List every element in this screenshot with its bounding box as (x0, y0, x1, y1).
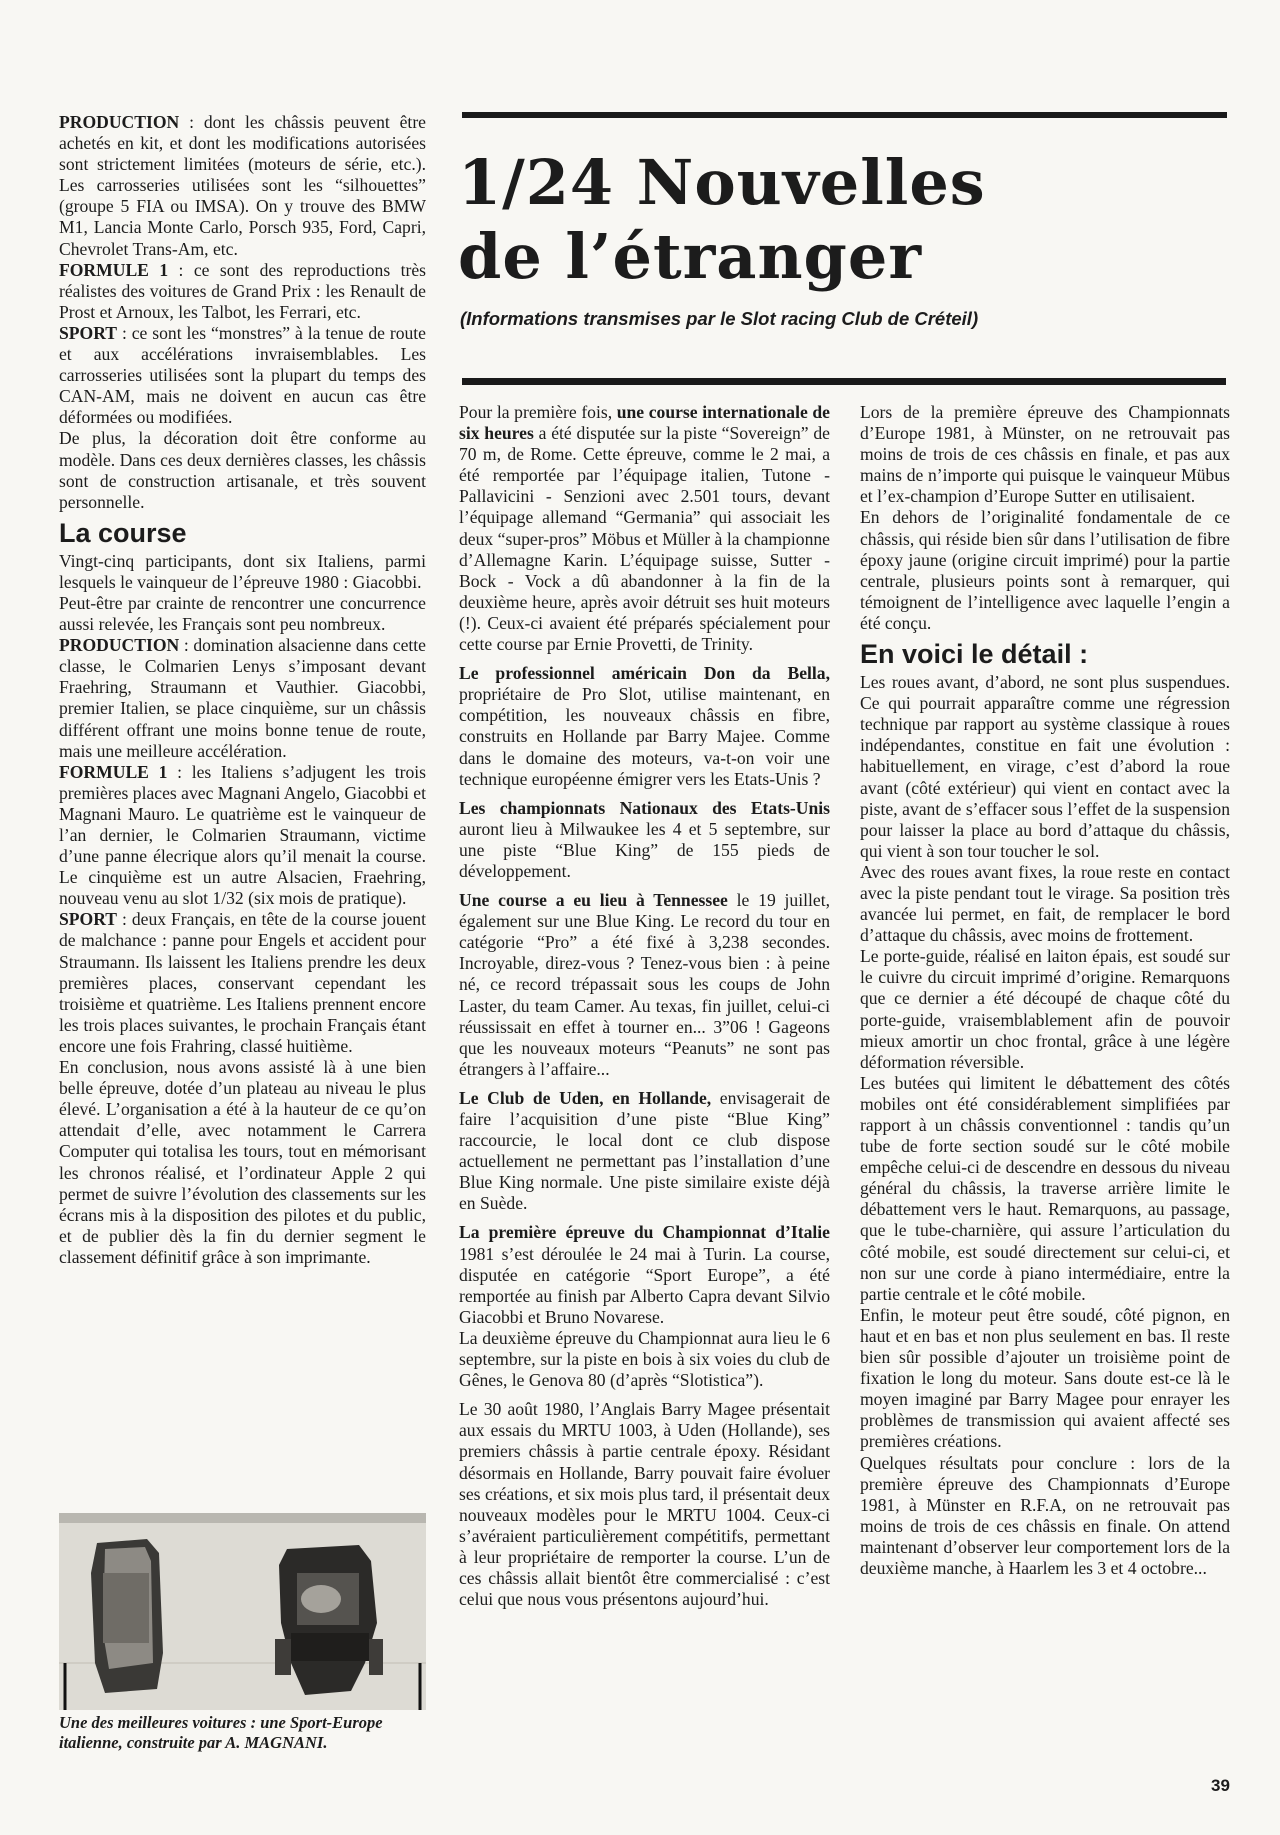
text: auront lieu à Milwaukee les 4 et 5 septembre, sur une piste “Blue King” de 155 pieds de développement. (459, 818, 830, 881)
lead-formule1: FORMULE 1 (59, 259, 169, 280)
lead-championnat-italie: La première épreuve du Championnat d’Italie (459, 1222, 830, 1243)
lead-championnats-usa: Les championnats Nationaux des Etats-Unis (459, 797, 830, 818)
text: le 19 juillet, également sur une Blue King. Le record du tour en catégorie “Pro” a été fixé à 3,238 secondes. Incroyable, direz-vous ? Tenez-vous bien : à peine né, ce record trépassait sous les coups de John Laster, du team Camer. Au texas, fin juillet, celui-ci réussissait en effet à tourner en... 3”06 ! Gageons que les nouveaux moteurs “Peanuts” ne sont pas étrangers à l’affaire... (459, 890, 830, 1079)
lead-formule1: FORMULE 1 (59, 761, 168, 782)
section-heading-detail: En voici le détail : (860, 639, 1089, 670)
title-line-1: 1/24 Nouvelles (458, 146, 986, 219)
paragraph-six-heures (459, 402, 830, 655)
paragraph-munster: Lors de la première épreuve des Championnats d’Europe 1981, à Münster, on ne retrouvait pas moins de trois de ces châssis en finale, et pas aux mains de n’importe qui puisque le vainqueur Mübus et l’ex-champion d’Europe Sutter en utilisaient. (860, 402, 1230, 507)
car-photo (59, 1513, 426, 1710)
lead-club-uden: Le Club de Uden, en Hollande, (459, 1087, 712, 1108)
lead-production: PRODUCTION (59, 112, 180, 132)
lead-sport: SPORT (59, 322, 118, 343)
paragraph-francais: Peut-être par crainte de rencontrer une concurrence aussi relevée, les Français sont peu nombreux. (59, 592, 426, 635)
header-bottom-rule (462, 378, 1226, 385)
paragraph-club-uden (459, 1088, 830, 1215)
title-line-2: de l’étranger (458, 220, 922, 293)
paragraph-championnat-italie (459, 1222, 830, 1327)
text: : ce sont les “monstres” à la tenue de route et aux accélérations invraisemblables. Les carrosseries utilisées sont la plupart du temps des CAN-AM, mais ne doivent en aucun cas être déformées ou modifiées. (59, 322, 426, 428)
paragraph-production-definition (59, 112, 426, 260)
paragraph-porte-guide: Le porte-guide, réalisé en laiton épais, est soudé sur le cuivre du circuit imprimé d’origine. Remarquons que ce dernier a été découpé de chaque côté du porte-guide, vraisemblablement afin de pouvoir mieux amortir un choc frontal, grâce à une légère déformation réversible. (860, 946, 1230, 1072)
paragraph-conclusion: En conclusion, nous avons assisté là à une bien belle épreuve, dotée d’un plateau au niveau le plus élevé. L’organisation a été à la hauteur de ce qu’on attendait d’elle, avec notamment le Carrera Computer qui totalisa les tours, tout en mémorisant les chronos réalisé, et l’ordinateur Apple 2 qui permet de suivre l’évolution des classements sur les écrans mis à la disposition des pilotes et du public, et de publier dès la fin du dernier segment le classement définitif grâce à son imprimante. (59, 1057, 426, 1267)
text: 1981 s’est déroulée le 24 mai à Turin. La course, disputée en catégorie “Sport Europe”, a été remportée au finish par Alberto Capra devant Silvio Giacobbi et Bruno Novarese. (459, 1243, 830, 1327)
article-header (458, 112, 1230, 330)
text: propriétaire de Pro Slot, utilise maintenant, en compétition, les nouveaux châssis en fibre, construits en Hollande par Barry Majee. Comme dans le domaine des moteurs, va-t-on voir une technique européenne émigrer vers les Etats-Unis ? (459, 684, 830, 789)
text: : ce sont des reproductions très réalistes des voitures de Grand Prix : les Renault de Prost et Arnoux, les Talbot, les Ferrari, etc. (59, 259, 426, 322)
lead-don-da-bella: Le professionnel américain Don da Bella, (459, 663, 830, 684)
left-column (59, 112, 426, 1268)
lead-sport: SPORT (59, 909, 118, 930)
paragraph-sport-definition (59, 323, 426, 428)
chassis-photo-illustration (59, 1513, 426, 1710)
photo-caption: Une des meilleures voitures : une Sport-Europe italienne, construite par A. MAGNANI. (59, 1713, 383, 1752)
paragraph-participants: Vingt-cinq participants, dont six Italiens, parmi lesquels le vainqueur de l’épreuve 1980 : Giacobbi. (59, 550, 426, 592)
section-heading-la-course: La course (59, 517, 187, 548)
text: : domination alsacienne dans cette classe, le Colmarien Lenys s’imposant devant Fraehring, Straumann et Vauthier. Giacobbi, premier Italien, se place cinquième, sur un châssis différent offrant une moins bonne tenue de route, mais une meilleure accélération. (59, 635, 426, 761)
lead-production: PRODUCTION (59, 635, 180, 656)
paragraph-don-da-bella (459, 663, 830, 790)
paragraph-sport-result (59, 909, 426, 1057)
paragraph-barry-magee: Le 30 août 1980, l’Anglais Barry Magee présentait aux essais du MRTU 1003, à Uden (Hollande), ses premiers châssis à partie centrale époxy. Résidant désormais en Hollande, Barry pouvait faire évoluer ses créations, et six mois plus tard, il présentait deux nouveaux modèles pour le MRTU 1004. Ceux-ci s’avéraient particulièrement compétitifs, permettant à leur propriétaire de remporter la course. L’un de ces châssis allait bientôt être commercialisé : c’est celui que nous vous présentons aujourd’hui. (459, 1399, 830, 1610)
car-body-icon (91, 1539, 163, 1693)
lead-tennessee: Une course a eu lieu à Tennessee (459, 890, 728, 911)
article-title (458, 146, 1230, 294)
paragraph-roues-fixes: Avec des roues avant fixes, la roue reste en contact avec la piste pendant tout le virage. Sa position très avancée lui permet, en fait, de remplacer le bord d’attaque du châssis, avec moins de frottement. (860, 861, 1230, 946)
lead-six-heures: une course internationale de six heures (459, 402, 830, 444)
paragraph-moteur: Enfin, le moteur peut être soudé, côté pignon, en haut et en bas et non plus seulement en bas. Il reste bien sûr possible d’ajouter un troisième point de fixation le long du moteur. Sans doute est-ce là le moyen imaginé par Barry Magee pour enrayer les problèmes de transmission qui avaient affecté ses premières créations. (860, 1304, 1230, 1452)
paragraph-butees: Les butées qui limitent le débattement des côtés mobiles ont été considérablement simplifiées par rapport à un châssis conventionnel : tandis qu’un tube de forte section soudé sur le côté mobile empêche celui-ci de descendre en dessous du niveau général du châssis, la traverse arrière limite le débattement vers le haut. Remarquons, au passage, que le tube-charnière, qui assure l’articulation du côté mobile, est soudé directement sur celui-ci, et non sur une corde à piano intermédiaire, entre la partie centrale et le côté mobile. (860, 1072, 1230, 1304)
text: : dont les châssis peuvent être achetés en kit, et dont les modifications autorisées sont strictement limitées (moteurs de série, etc.). Les carrosseries utilisées sont les “silhouettes” (groupe 5 FIA ou IMSA). On y trouve des BMW M1, Lancia Monte Carlo, Porsch 935, Ford, Capri, Chevrolet Trans-Am, etc. (59, 112, 426, 259)
paragraph-deuxieme-epreuve: La deuxième épreuve du Championnat aura lieu le 6 septembre, sur la piste en bois à six voies du club de Gênes, le Genova 80 (d’après “Slotistica”). (459, 1327, 830, 1391)
article-subtitle: (Informations transmises par le Slot racing Club de Créteil) (460, 308, 979, 329)
middle-column (459, 402, 830, 1610)
header-top-rule (462, 112, 1227, 118)
text: : deux Français, en tête de la course jouent de malchance : panne pour Engels et accident pour Straumann. Ils laissent les Italiens prendre les deux premières places, conservant cependant les troisième et quatrième. Les Italiens prennent encore les trois places suivantes, le prochain Français étant encore une fois Frahring, classé huitième. (59, 909, 426, 1056)
paragraph-resultats: Quelques résultats pour conclure : lors de la première épreuve des Championnats d’Europe 1981, à Münster en R.F.A, on ne retrouvait pas moins de trois de ces châssis en finale. On attend maintenant d’observer leur comportement lors de la deuxième manche, à Haarlem les 3 et 4 octobre... (860, 1452, 1230, 1578)
paragraph-originalite: En dehors de l’originalité fondamentale de ce châssis, qui réside bien sûr dans l’utilisation de fibre époxy jaune (origine circuit imprimé) pour la partie centrale, plusieurs points sont à remarquer, qui témoignent de l’intelligence avec laquelle l’engin a été conçu. (860, 507, 1230, 633)
paragraph-tennessee (459, 890, 830, 1080)
paragraph-championnats-usa (459, 798, 830, 882)
text: a été disputée sur la piste “Sovereign” de 70 m, de Rome. Cette épreuve, comme le 2 mai, a été remportée par l’équipage italien, Tutone - Pallavicini - Senzioni avec 2.501 tours, devant l’équipage allemand “Germania” qui associait les deux “super-pros” Möbus et Müller à la championne d’Allemagne Karin. L’équipage suisse, Sutter - Bock - Vock a dû abandonner à la fin de la deuxième heure, après avoir détruit ses huit moteurs (!). Ceux-ci avaient été préparés spécialement pour cette course par Ernie Provetti, de Trinity. (459, 423, 830, 655)
paragraph-formule1-definition (59, 260, 426, 323)
right-column (860, 402, 1230, 1579)
text: Pour la première fois, (459, 402, 617, 422)
paragraph-roues-avant: Les roues avant, d’abord, ne sont plus suspendues. Ce qui pourrait apparaître comme une régression technique par rapport au système classique à roues indépendantes, constitue en fait une évolution : habituellement, en virage, c’est d’abord la roue avant (côté extérieur) qui vient en contact avec la piste, avant de s’effacer sous l’effet de la suspension pour laisser la place au bord d’attaque du châssis, qui vient à son tour toucher le sol. (860, 672, 1230, 861)
paragraph-decoration: De plus, la décoration doit être conforme au modèle. Dans ces deux dernières classes, les châssis sont de construction artisanale, et très souvent personnelle. (59, 428, 426, 512)
page-number: 39 (1211, 1776, 1230, 1795)
text: : les Italiens s’adjugent les trois premières places avec Magnani Angelo, Giacobbi et Magnani Mauro. Le quatrième est le vainqueur de l’an dernier, le Colmarien Straumann, victime d’une panne élecrique alors qu’il menait la course. Le cinquième est un autre Alsacien, Fraehring, nouveau venu au slot 1/32 (six mois de pratique). (59, 761, 427, 909)
paragraph-production-result (59, 635, 426, 762)
paragraph-formule1-result (59, 762, 426, 910)
text: envisagerait de faire l’acquisition d’une piste “Blue King” raccourcie, le local dont ce club dispose actuellement ne permettant pas l’installation d’une Blue King normale. Une piste similaire existe déjà en Suède. (459, 1087, 830, 1214)
